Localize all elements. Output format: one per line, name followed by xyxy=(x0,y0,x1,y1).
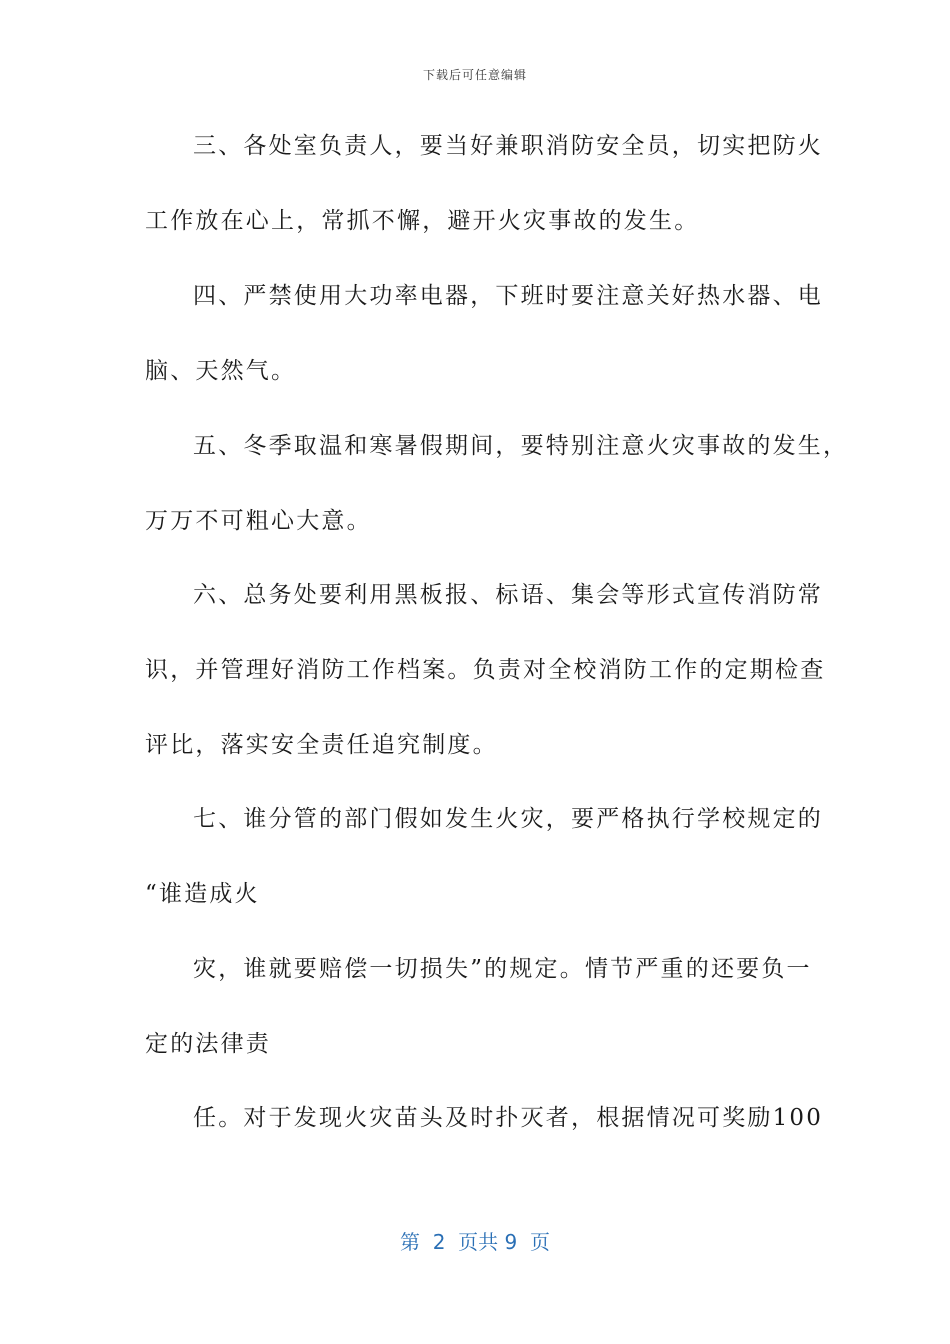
paragraph-line: 五、冬季取温和寒暑假期间，要特别注意火灾事故的发生， xyxy=(193,433,849,459)
paragraph-line: 六、总务处要利用黑板报、标语、集会等形式宣传消防常 xyxy=(193,582,823,608)
paragraph-line: 任。对于发现火灾苗头及时扑灭者，根据情况可奖励100 xyxy=(193,1105,824,1131)
paragraph-line: 万万不可粗心大意。 xyxy=(145,508,372,534)
paragraph-line: 定的法律责 xyxy=(145,1031,271,1057)
paragraph-line: 四、严禁使用大功率电器，下班时要注意关好热水器、电 xyxy=(193,283,823,309)
paragraph-line: 灾，谁就要赔偿一切损失”的规定。情节严重的还要负一 xyxy=(193,956,812,982)
paragraph-line: “谁造成火 xyxy=(145,881,260,907)
paragraph-line: 评比，落实安全责任追究制度。 xyxy=(145,732,498,758)
paragraph-line: 识，并管理好消防工作档案。负责对全校消防工作的定期检查 xyxy=(145,657,826,683)
paragraph-line: 七、谁分管的部门假如发生火灾，要严格执行学校规定的 xyxy=(193,806,823,832)
paragraph-line: 脑、天然气。 xyxy=(145,358,297,384)
page-header: 下载后可任意编辑 xyxy=(422,68,527,82)
paragraph-line: 工作放在心上，常抓不懈，避开火灾事故的发生。 xyxy=(145,208,700,234)
paragraph-line: 三、各处室负责人，要当好兼职消防安全员，切实把防火 xyxy=(193,133,823,159)
page-number-footer: 第 2 页共 9 页 xyxy=(400,1230,550,1254)
